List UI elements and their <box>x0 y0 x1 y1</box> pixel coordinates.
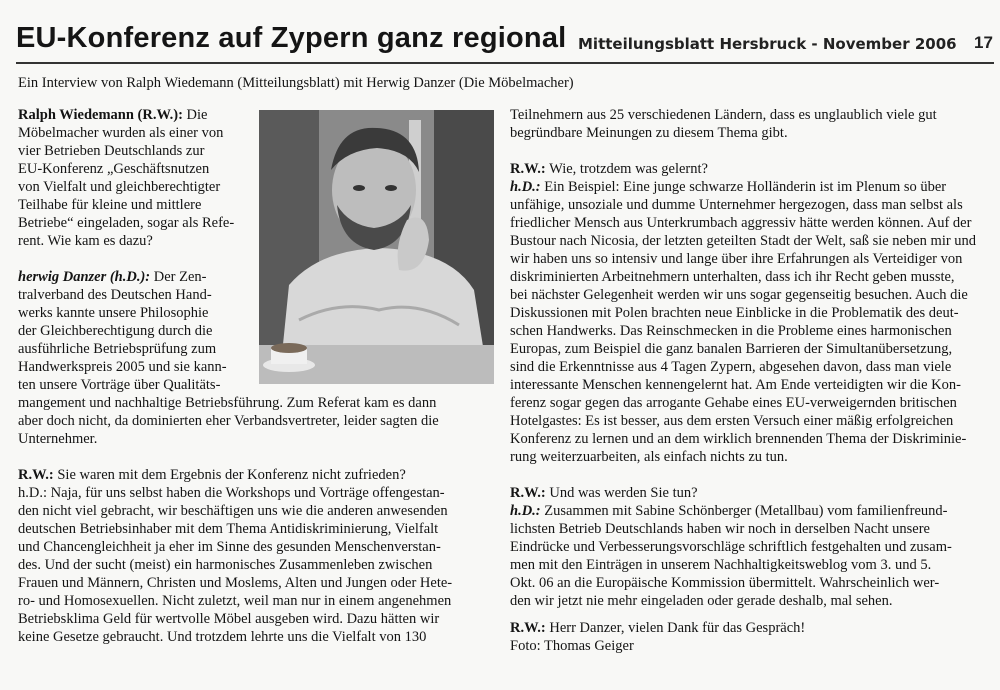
text-line: und Chancengleichheit ja eher im Sinne des gesunden Menschenverstan- <box>18 539 441 555</box>
text-line: mangement und nachhaltige Betriebsführung. Zum Referat kam es dann <box>18 395 437 411</box>
text-line: rent. Wie kam es dazu? <box>18 233 153 249</box>
answer-3 <box>510 178 986 466</box>
speaker-label: h.D.: <box>510 503 541 519</box>
answer-4 <box>510 502 986 610</box>
speaker-label: R.W.: <box>18 467 54 483</box>
text-line: bei nächster Gelegenheit werden wir uns sogar gegenseitig besuchen. Auch die <box>510 287 968 303</box>
question-3 <box>510 160 986 178</box>
text-line: Unternehmer. <box>18 431 98 447</box>
headline-rule <box>16 62 994 64</box>
text-line: ro- und Homosexuellen. Nicht zuletzt, weil man nur in einem angenehmen <box>18 593 452 609</box>
text-line: Und was werden Sie tun? <box>549 485 698 501</box>
text-line: ten unsere Vorträge über Qualitäts- <box>18 377 221 393</box>
text-line: Frauen und Männern, Christen und Moslems, Alten und Jungen oder Hete- <box>18 575 453 591</box>
text-line: Teilhabe für kleine und mittlere <box>18 197 202 213</box>
article-intro: Ein Interview von Ralph Wiedemann (Mitteilungsblatt) mit Herwig Danzer (Die Möbelmacher) <box>18 75 574 91</box>
text-line: Zusammen mit Sabine Schönberger (Metallbau) vom familienfreund- <box>544 503 948 519</box>
text-line: Konferenz zu lernen und an dem wirklich brennenden Thema der Diskriminie- <box>510 431 967 447</box>
answer-2 <box>18 484 496 646</box>
text-line: begründbare Meinungen zu diesem Thema gibt. <box>510 125 788 141</box>
text-line: ausführliche Betriebsprüfung zum <box>18 341 217 357</box>
text-line: ferenz sogar gegen das arrogante Gehabe eines EU-verweigernden britischen <box>510 395 957 411</box>
right-column <box>510 106 986 655</box>
text-line: men mit den Einträgen in unserem Nachhaltigkeitsweblog vom 3. und 5. <box>510 557 932 573</box>
text-line: deutschen Betriebsinhaber mit dem Thema Antidiskriminierung, Vielfalt <box>18 521 439 537</box>
text-line: Okt. 06 an die Europäische Kommission übermittelt. Wahrscheinlich wer- <box>510 575 940 591</box>
answer-2-continued <box>510 106 986 142</box>
text-line: schen Handwerks. Das Reinschmecken in die Probleme eines harmonischen <box>510 323 952 339</box>
text-line: h.D.: Naja, für uns selbst haben die Workshops und Vorträge offengestan- <box>18 485 445 501</box>
text-line: sind die Erkenntnisse aus 4 Tagen Zypern, abgesehen davon, dass man viele <box>510 359 952 375</box>
text-line: tralverband des Deutschen Hand- <box>18 287 212 303</box>
text-line: der Gleichberechtigung durch die <box>18 323 213 339</box>
text-line: rung weiterzuarbeiten, als einfach nichts zu tun. <box>510 449 788 465</box>
text-line: Hotelgastes: Es ist besser, aus dem ersten Versuch einer mäßig erfolgreichen <box>510 413 954 429</box>
page-number: 17 <box>974 33 993 52</box>
text-line: des. Und der sucht (meist) ein harmonisches Zusammenleben zwischen <box>18 557 433 573</box>
text-line: werks kannte unsere Philosophie <box>18 305 209 321</box>
text-line: Handwerkspreis 2005 und sie kann- <box>18 359 227 375</box>
text-line: lichsten Betrieb Deutschlands haben wir noch in derselben Nacht unsere <box>510 521 930 537</box>
text-line: von Vielfalt und gleichberechtigter <box>18 179 221 195</box>
text-line: Möbelmacher wurden als einer von <box>18 125 224 141</box>
speaker-label: herwig Danzer (h.D.): <box>18 269 151 285</box>
text-line: Betriebe“ eingeladen, sogar als Refe- <box>18 215 235 231</box>
text-line: Teilnehmern aus 25 verschiedenen Ländern, dass es unglaublich viele gut <box>510 107 937 123</box>
speaker-label: Ralph Wiedemann (R.W.): <box>18 107 183 123</box>
text-line: Bustour nach Nicosia, der letzten geteilten Stadt der Welt, saß sie neben mir und <box>510 233 977 249</box>
text-line: Diskussionen mit Polen brachten neue Einblicke in die Problematik des deut- <box>510 305 959 321</box>
closing <box>510 619 986 655</box>
text-line: friedlicher Mensch aus Unterkrumbach aggressiv hätte werden können. Auf der <box>510 215 972 231</box>
text-line: Die <box>186 107 208 123</box>
text-line: diskriminierten Arbeitnehmern unterhalten, dass ich ihr Recht geben musste, <box>510 269 955 285</box>
speaker-label: R.W.: <box>510 485 546 501</box>
text-line: vier Betrieben Deutschlands zur <box>18 143 205 159</box>
answer-1 <box>18 268 496 448</box>
text-line: Der Zen- <box>153 269 207 285</box>
photo-credit: Foto: Thomas Geiger <box>510 638 634 654</box>
text-line: EU-Konferenz „Geschäftsnutzen <box>18 161 210 177</box>
text-line: Wie, trotzdem was gelernt? <box>549 161 708 177</box>
question-1 <box>18 106 252 250</box>
text-line: Herr Danzer, vielen Dank für das Gespräch! <box>549 620 806 636</box>
speaker-label: h.D.: <box>510 179 541 195</box>
text-line: Sie waren mit dem Ergebnis der Konferenz nicht zufrieden? <box>57 467 406 483</box>
question-2 <box>18 466 496 484</box>
question-4 <box>510 484 986 502</box>
text-line: Ein Beispiel: Eine junge schwarze Holländerin ist im Plenum so über <box>544 179 947 195</box>
text-line: den nicht viel gebracht, wir beschäftigen uns wie die anderen anwesenden <box>18 503 448 519</box>
text-line: unfähige, unsoziale und dumme Unternehmer hergezogen, dass man selbst als <box>510 197 963 213</box>
left-column <box>18 106 496 646</box>
text-line: keine Gesetze gebraucht. Und trotzdem lehrte uns die Vielfalt von 130 <box>18 629 427 645</box>
text-line: Europas, zum Beispiel die ganz banalen Barrieren der Simultanübersetzung, <box>510 341 953 357</box>
speaker-label: R.W.: <box>510 161 546 177</box>
speaker-label: R.W.: <box>510 620 546 636</box>
text-line: Eindrücke und Verbesserungsvorschläge schriftlich festgehalten und zusam- <box>510 539 952 555</box>
article-headline: EU-Konferenz auf Zypern ganz regional <box>16 22 567 54</box>
text-line: wir haben uns so intensiv und lange über ihre Erfahrungen als Verteidiger von <box>510 251 963 267</box>
text-line: aber doch nicht, da dominierten eher Verbandsvertreter, leider sagten die <box>18 413 439 429</box>
text-line: interessante Menschen kennengelernt hat. Am Ende verteidigten wir die Kon- <box>510 377 961 393</box>
text-line: Betriebsklima Geld für wertvolle Möbel ausgeben wird. Dazu hätten wir <box>18 611 440 627</box>
text-line: den wir jetzt nie mehr eingeladen oder gerade deshalb, mal sehen. <box>510 593 893 609</box>
newspaper-masthead: Mitteilungsblatt Hersbruck - November 2006 <box>578 35 957 53</box>
